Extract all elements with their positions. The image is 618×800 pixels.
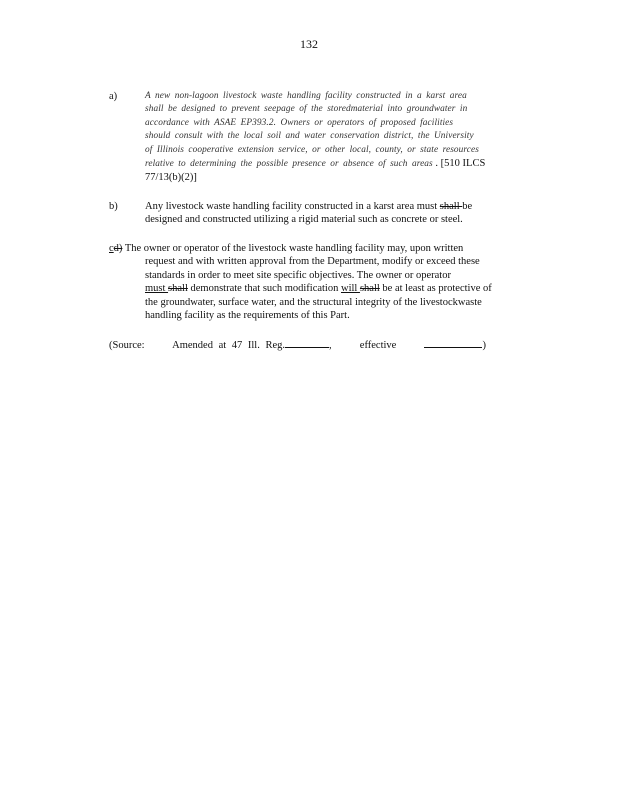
- paragraph-b-line-1: Any livestock waste handling facility constructed in a karst area must: [145, 201, 440, 212]
- paragraph-b: [109, 200, 529, 227]
- paragraph-b-line-2: designed and constructed utilizing a rigid material such as concrete or steel.: [145, 214, 463, 226]
- paragraph-a-line-6: relative to determining the possible presence or absence of such areas: [145, 159, 433, 170]
- paragraph-c-marker-inserted: c: [109, 243, 114, 254]
- paragraph-a-line-1: A new non-lagoon livestock waste handling facility constructed in a karst area: [145, 91, 467, 101]
- paragraph-b-struck-word: shall: [439, 201, 463, 212]
- paragraph-b-marker: b): [109, 201, 118, 212]
- source-comma: ,: [329, 340, 332, 351]
- register-blank: [285, 337, 329, 348]
- paragraph-c-line-6: handling facility as the requirements of this Part.: [145, 310, 350, 322]
- paragraph-c-struck-shall-2: shall: [359, 283, 380, 295]
- paragraph-c-line-5: the groundwater, surface water, and the structural integrity of the livestockwaste: [145, 296, 482, 308]
- paragraph-c-line-3: standards in order to meet site specific objectives. The owner or operator: [145, 269, 451, 281]
- paragraph-a-citation-end: 77/13(b)(2)]: [145, 172, 197, 184]
- paragraph-c-line-4-end: be at least as protective of: [379, 283, 492, 295]
- paragraph-c-inserted-must: must: [145, 283, 169, 295]
- source-effective: effective: [359, 340, 397, 351]
- source-close: ): [482, 340, 486, 351]
- source-amended: Amended at 47 Ill. Reg.: [172, 340, 286, 351]
- paragraph-c-marker-struck: d): [113, 243, 123, 254]
- paragraph-c: [109, 242, 529, 322]
- paragraph-a: [109, 90, 529, 185]
- paragraph-c-line-1: The owner or operator of the livestock waste handling facility may, upon written: [122, 243, 464, 254]
- paragraph-c-line-2: request and with written approval from the Department, modify or exceed these: [145, 256, 480, 268]
- paragraph-c-inserted-will: will: [340, 283, 360, 295]
- paragraph-a-citation: . [510 ILCS: [435, 158, 486, 170]
- paragraph-a-marker: a): [109, 91, 118, 102]
- effective-date-blank: [424, 337, 482, 348]
- paragraph-a-line-3: accordance with ASAE EP393.2. Owners or operators of proposed facilities: [145, 117, 454, 128]
- paragraph-a-line-5: of Illinois cooperative extension service, or other local, county, or state resources: [145, 144, 479, 155]
- paragraph-b-line-1-end: be: [462, 201, 473, 212]
- source-note: [109, 337, 486, 351]
- paragraph-a-line-2: shall be designed to prevent seepage of the storedmaterial into groundwater in: [145, 104, 468, 115]
- page-number: 132: [300, 37, 318, 51]
- paragraph-c-struck-shall-1: shall: [168, 283, 188, 295]
- paragraph-c-line-4: demonstrate that such modification: [187, 283, 341, 295]
- paragraph-a-line-4: should consult with the local soil and water conservation district, the University: [145, 131, 474, 142]
- source-prefix: (Source:: [109, 340, 145, 351]
